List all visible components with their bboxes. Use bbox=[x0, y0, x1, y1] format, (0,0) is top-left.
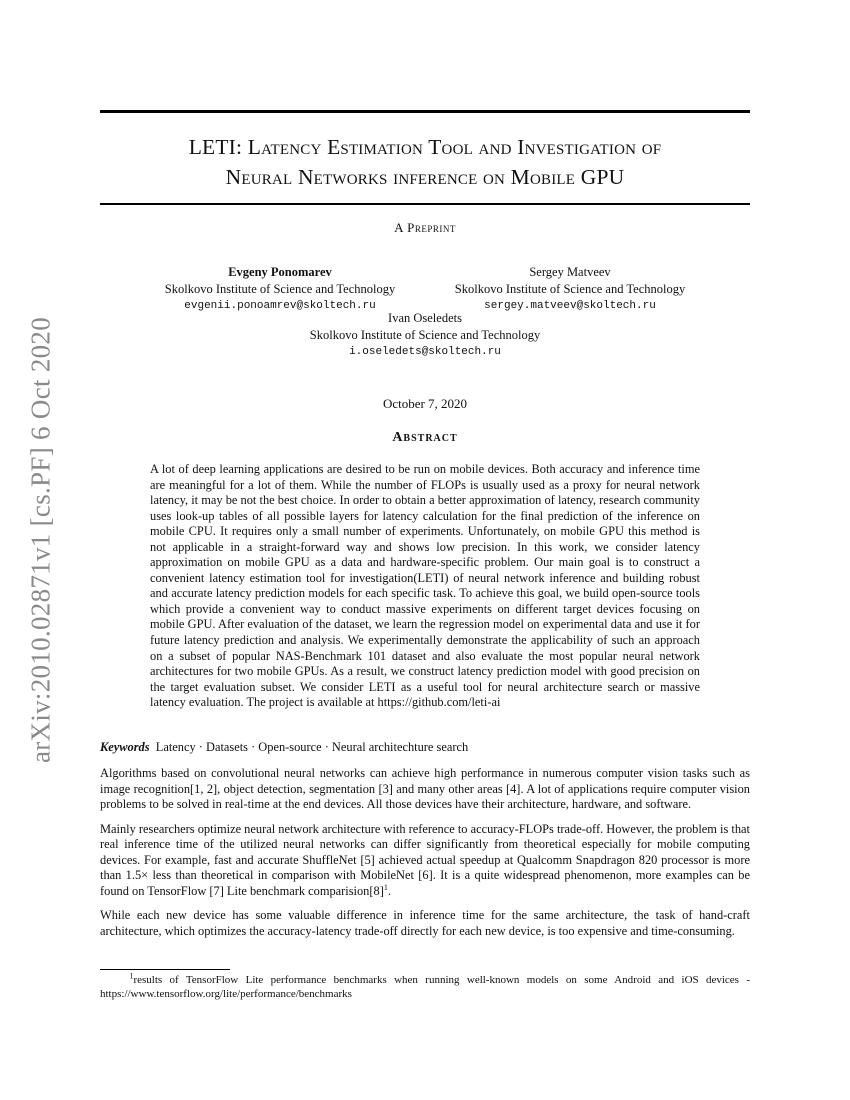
author-email: i.oseledets@skoltech.ru bbox=[349, 346, 501, 358]
author-affiliation: Skolkovo Institute of Science and Technology bbox=[164, 282, 396, 296]
body-paragraph-3: While each new device has some valuable difference in inference time for the same architecture, the task of hand-craft architecture, which optimizes the accuracy-latency trade-off directly for each new device, is too expensive and time-consuming. bbox=[100, 908, 750, 938]
author-name: Sergey Matveev bbox=[529, 265, 611, 279]
keywords-label: Keywords bbox=[100, 740, 150, 754]
author-name: Ivan Oseledets bbox=[388, 311, 462, 325]
footnote-mark: 1 bbox=[129, 971, 134, 981]
author-name: Evgeny Ponomarev bbox=[228, 265, 332, 279]
keywords-line bbox=[100, 740, 750, 756]
publication-date: October 7, 2020 bbox=[382, 396, 468, 411]
author-block-1 bbox=[130, 264, 430, 315]
title-line-1: LETI: Latency Estimation Tool and Investigation of bbox=[188, 135, 662, 159]
title-bottom-rule bbox=[100, 203, 750, 205]
title-top-rule bbox=[100, 110, 750, 113]
author-block-3 bbox=[275, 310, 575, 361]
abstract-text: A lot of deep learning applications are desired to be run on mobile devices. Both accuracy and inference time are meaningful for a lot of them. While the number of FLOPs is usually used as a proxy for neural network latency, it may be not the best choice. In order to obtain a better approximation of latency, research community uses look-up tables of all possible layers for latency calculation for the final prediction of the inference on mobile CPU. It requires only a small number of experiments. Unfortunately, on mobile GPU this method is not applicable in a straight-forward way and shows low precision. In this work, we consider latency approximation on mobile GPU as a data and hardware-specific problem. Our main goal is to construct a convenient latency estimation tool for investigation(LETI) of neural network inference and building robust and accurate latency prediction models for each specific task. To achieve this goal, we build open-source tools which provide a convenient way to conduct massive experiments on different target devices focusing on mobile GPU. After evaluation of the dataset, we learn the regression model on experimental data and use it for future latency prediction and analysis. We experimentally demonstrate the applicability of such an approach on a subset of popular NAS-Benchmark 101 dataset and also evaluate the most popular neural network architectures for two mobile GPUs. As a result, we construct latency prediction model with good precision on the target evaluation subset. We consider LETI as a useful tool for neural architecture search or massive latency evaluation. The project is available at https://github.com/leti-ai bbox=[150, 462, 700, 710]
author-affiliation: Skolkovo Institute of Science and Technology bbox=[309, 328, 541, 342]
body-paragraph-2 bbox=[100, 822, 750, 900]
body-paragraph-1: Algorithms based on convolutional neural networks can achieve high performance in numerous computer vision tasks such as image recognition[1, 2], object detection, segmentation [3] and many other areas [4]. A lot of applications require computer vision problems to be solved in real-time at the end devices. All those devices have their architecture, hardware, and software. bbox=[100, 766, 750, 812]
footnote-rule bbox=[100, 969, 230, 970]
author-block-2 bbox=[420, 264, 720, 315]
body-paragraph-2-end: . bbox=[387, 883, 391, 898]
body-paragraph-2-text: Mainly researchers optimize neural network architecture with reference to accuracy-FLOPs trade-off. However, the problem is that real inference time of the utilized neural networks can differ significantly from theoretical especially for mobile computing devices. For example, fast and accurate ShuffleNet [5] achieved actual speedup at Qualcomm Snapdragon 820 processor is more than 1.5× less than theoretical in comparison with MobileNet [6]. It is a quite widespread phenomenon, more examples can be found on TensorFlow [7] Lite benchmark comparision[8] bbox=[100, 821, 750, 898]
footnote-text: results of TensorFlow Lite performance benchmarks when running well-known models on some Android and iOS devices - https://www.tensorflow.org/lite/performance/benchmarks bbox=[100, 974, 750, 1000]
author-email: sergey.matveev@skoltech.ru bbox=[484, 300, 656, 312]
paper-title bbox=[100, 132, 750, 192]
abstract-heading: Abstract bbox=[392, 430, 458, 445]
title-line-2: Neural Networks inference on Mobile GPU bbox=[225, 165, 625, 189]
keywords-list: Latency · Datasets · Open-source · Neural architechture search bbox=[155, 740, 469, 754]
body-text bbox=[100, 766, 750, 948]
arxiv-identifier: arXiv:2010.02871v1 [cs.PF] 6 Oct 2020 bbox=[25, 316, 56, 764]
preprint-label: A Preprint bbox=[394, 220, 456, 235]
author-email: evgenii.ponoamrev@skoltech.ru bbox=[184, 300, 376, 312]
footnote bbox=[100, 973, 750, 1001]
footnote-reference: 1 bbox=[383, 882, 388, 892]
author-affiliation: Skolkovo Institute of Science and Technology bbox=[454, 282, 686, 296]
